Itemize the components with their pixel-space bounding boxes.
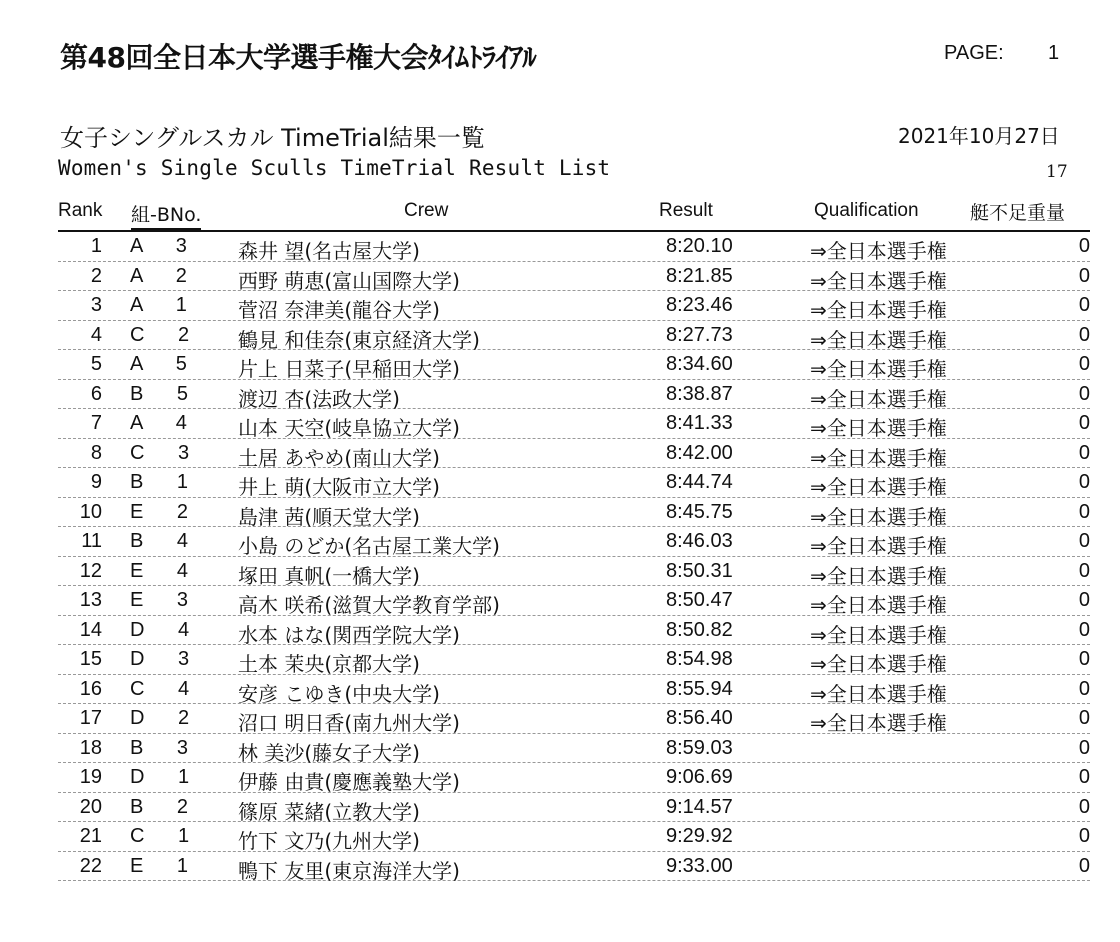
rank-cell: 6 — [90, 382, 102, 405]
column-header-crew: Crew — [404, 200, 449, 221]
weight-deficit-cell: 0 — [1078, 235, 1090, 257]
qualification-cell: ⇒全日本選手権 — [810, 563, 947, 588]
rank-cell: 21 — [79, 825, 102, 847]
table-row — [58, 704, 1090, 734]
qualification-cell: ⇒全日本選手権 — [810, 622, 947, 647]
group-cell: E 3 — [130, 589, 203, 611]
crew-cell: 渡辺 杏(法政大学) — [238, 386, 400, 411]
weight-deficit-cell: 0 — [1078, 471, 1090, 493]
rank-cell: 7 — [90, 412, 102, 434]
crew-cell: 塚田 真帆(一橋大学) — [238, 563, 420, 588]
result-cell: 8:21.85 — [666, 264, 733, 287]
table-row — [58, 321, 1090, 351]
crew-cell: 林 美沙(藤女子大学) — [238, 740, 420, 765]
qualification-cell: ⇒全日本選手権 — [810, 593, 947, 617]
table-row — [58, 409, 1090, 439]
table-row — [58, 586, 1090, 616]
crew-cell: 鴨下 友里(東京海洋大学) — [238, 858, 460, 883]
group-cell: A 1 — [130, 294, 201, 316]
crew-cell: 森井 望(名古屋大学) — [238, 239, 420, 263]
table-row — [58, 852, 1090, 882]
result-cell: 8:44.74 — [666, 471, 733, 493]
result-cell: 8:54.98 — [666, 648, 733, 670]
weight-deficit-cell: 0 — [1078, 382, 1090, 405]
result-cell: 8:55.94 — [666, 677, 733, 700]
weight-deficit-cell: 0 — [1078, 825, 1090, 847]
rank-cell: 22 — [79, 854, 102, 877]
crew-cell: 安彦 こゆき(中央大学) — [238, 681, 440, 706]
crew-cell: 鶴見 和佳奈(東京経済大学) — [238, 327, 480, 352]
result-cell: 9:14.57 — [666, 795, 733, 818]
weight-deficit-cell: 0 — [1078, 795, 1090, 818]
result-cell: 8:23.46 — [666, 294, 733, 316]
result-cell: 8:45.75 — [666, 500, 733, 523]
rank-cell: 10 — [79, 500, 102, 523]
crew-cell: 山本 天空(岐阜協立大学) — [238, 416, 460, 440]
group-cell: E 1 — [130, 854, 203, 877]
rank-cell: 12 — [79, 559, 102, 582]
group-cell: D 1 — [130, 766, 204, 788]
qualification-cell: ⇒全日本選手権 — [810, 416, 947, 440]
result-cell: 8:42.00 — [666, 441, 733, 464]
table-row — [58, 616, 1090, 646]
weight-deficit-cell: 0 — [1078, 854, 1090, 877]
table-row — [58, 262, 1090, 292]
weight-deficit-cell: 0 — [1078, 294, 1090, 316]
table-row — [58, 675, 1090, 705]
table-row — [58, 468, 1090, 498]
weight-deficit-cell: 0 — [1078, 766, 1090, 788]
page-label: PAGE: — [944, 42, 1004, 64]
table-row — [58, 380, 1090, 410]
sheet-number: 17 — [1046, 162, 1068, 182]
crew-cell: 小島 のどか(名古屋工業大学) — [238, 534, 500, 558]
weight-deficit-cell: 0 — [1078, 559, 1090, 582]
qualification-cell: ⇒全日本選手権 — [810, 475, 947, 499]
group-cell: A 2 — [130, 264, 201, 287]
qualification-cell: ⇒全日本選手権 — [810, 268, 947, 293]
group-cell: B 1 — [130, 471, 203, 493]
group-cell: C 2 — [130, 323, 204, 346]
table-row — [58, 763, 1090, 793]
crew-cell: 井上 萌(大阪市立大学) — [238, 475, 440, 499]
column-header-rank: Rank — [58, 200, 103, 221]
results-table — [58, 232, 1090, 881]
group-cell: A 4 — [130, 412, 201, 434]
table-row — [58, 350, 1090, 380]
table-row — [58, 822, 1090, 852]
crew-cell: 島津 茜(順天堂大学) — [238, 504, 420, 529]
result-cell: 8:50.82 — [666, 618, 733, 641]
crew-cell: 土居 あやめ(南山大学) — [238, 445, 440, 470]
rank-cell: 8 — [90, 441, 102, 464]
rank-cell: 16 — [79, 677, 102, 700]
rank-cell: 14 — [79, 618, 102, 641]
table-row — [58, 291, 1090, 321]
crew-cell: 伊藤 由貴(慶應義塾大学) — [238, 770, 460, 794]
column-header-result: Result — [659, 200, 713, 221]
table-row — [58, 232, 1090, 262]
weight-deficit-cell: 0 — [1078, 500, 1090, 523]
group-cell: D 4 — [130, 618, 204, 641]
result-cell: 8:50.31 — [666, 559, 733, 582]
weight-deficit-cell: 0 — [1078, 677, 1090, 700]
rank-cell: 5 — [90, 353, 102, 375]
group-cell: C 1 — [130, 825, 204, 847]
rank-cell: 9 — [90, 471, 102, 493]
qualification-cell: ⇒全日本選手権 — [810, 327, 947, 352]
group-cell: D 3 — [130, 648, 204, 670]
group-cell: E 4 — [130, 559, 203, 582]
document-title: 第48回全日本大学選手権大会ﾀｲﾑﾄﾗｲｱﾙ — [60, 41, 536, 74]
crew-cell: 片上 日菜子(早稲田大学) — [238, 357, 460, 381]
table-row — [58, 498, 1090, 528]
result-cell: 9:06.69 — [666, 766, 733, 788]
qualification-cell: ⇒全日本選手権 — [810, 681, 947, 706]
qualification-cell: ⇒全日本選手権 — [810, 298, 947, 322]
event-title-english: Women's Single Sculls TimeTrial Result List — [58, 156, 611, 180]
group-cell: D 2 — [130, 707, 204, 729]
result-cell: 8:27.73 — [666, 323, 733, 346]
group-cell: B 4 — [130, 530, 203, 552]
crew-cell: 菅沼 奈津美(龍谷大学) — [238, 298, 440, 322]
group-cell: B 3 — [130, 736, 203, 759]
result-cell: 8:56.40 — [666, 707, 733, 729]
qualification-cell: ⇒全日本選手権 — [810, 386, 947, 411]
group-cell: A 5 — [130, 353, 201, 375]
result-cell: 9:29.92 — [666, 825, 733, 847]
result-cell: 8:50.47 — [666, 589, 733, 611]
result-cell: 8:20.10 — [666, 235, 733, 257]
table-row — [58, 557, 1090, 587]
table-row — [58, 439, 1090, 469]
rank-cell: 4 — [90, 323, 102, 346]
qualification-cell: ⇒全日本選手権 — [810, 445, 947, 470]
result-cell: 8:34.60 — [666, 353, 733, 375]
weight-deficit-cell: 0 — [1078, 707, 1090, 729]
column-header-group: 組-BNo. — [131, 200, 201, 230]
weight-deficit-cell: 0 — [1078, 589, 1090, 611]
rank-cell: 1 — [90, 235, 102, 257]
qualification-cell: ⇒全日本選手権 — [810, 357, 947, 381]
crew-cell: 沼口 明日香(南九州大学) — [238, 711, 460, 735]
weight-deficit-cell: 0 — [1078, 353, 1090, 375]
weight-deficit-cell: 0 — [1078, 618, 1090, 641]
result-cell: 8:41.33 — [666, 412, 733, 434]
crew-cell: 土本 茉央(京都大学) — [238, 652, 420, 676]
qualification-cell: ⇒全日本選手権 — [810, 239, 947, 263]
weight-deficit-cell: 0 — [1078, 736, 1090, 759]
crew-cell: 西野 萌恵(富山国際大学) — [238, 268, 460, 293]
table-row — [58, 645, 1090, 675]
rank-cell: 15 — [79, 648, 102, 670]
rank-cell: 18 — [79, 736, 102, 759]
weight-deficit-cell: 0 — [1078, 441, 1090, 464]
table-row — [58, 734, 1090, 764]
group-cell: C 3 — [130, 441, 204, 464]
column-header-qualification: Qualification — [814, 200, 919, 221]
crew-cell: 水本 はな(関西学院大学) — [238, 622, 460, 647]
weight-deficit-cell: 0 — [1078, 530, 1090, 552]
rank-cell: 11 — [81, 530, 102, 552]
column-header-weight-deficit: 艇不足重量 — [970, 202, 1066, 224]
crew-cell: 篠原 菜緒(立教大学) — [238, 799, 420, 824]
rank-cell: 2 — [90, 264, 102, 287]
qualification-cell: ⇒全日本選手権 — [810, 652, 947, 676]
qualification-cell: ⇒全日本選手権 — [810, 711, 947, 735]
result-cell: 9:33.00 — [666, 854, 733, 877]
crew-cell: 高木 咲希(滋賀大学教育学部) — [238, 593, 500, 617]
weight-deficit-cell: 0 — [1078, 264, 1090, 287]
group-cell: B 2 — [130, 795, 203, 818]
weight-deficit-cell: 0 — [1078, 648, 1090, 670]
rank-cell: 17 — [79, 707, 102, 729]
table-row — [58, 527, 1090, 557]
result-cell: 8:59.03 — [666, 736, 733, 759]
weight-deficit-cell: 0 — [1078, 412, 1090, 434]
weight-deficit-cell: 0 — [1078, 323, 1090, 346]
page-number: 1 — [1048, 42, 1060, 64]
result-cell: 8:38.87 — [666, 382, 733, 405]
qualification-cell: ⇒全日本選手権 — [810, 504, 947, 529]
report-date: 2021年10月27日 — [898, 124, 1060, 148]
group-cell: A 3 — [130, 235, 201, 257]
crew-cell: 竹下 文乃(九州大学) — [238, 829, 420, 853]
rank-cell: 19 — [79, 766, 102, 788]
group-cell: E 2 — [130, 500, 203, 523]
result-cell: 8:46.03 — [666, 530, 733, 552]
group-cell: C 4 — [130, 677, 204, 700]
event-title-japanese: 女子シングルスカル TimeTrial結果一覧 — [60, 124, 485, 152]
rank-cell: 13 — [79, 589, 102, 611]
table-row — [58, 793, 1090, 823]
rank-cell: 3 — [90, 294, 102, 316]
qualification-cell: ⇒全日本選手権 — [810, 534, 947, 558]
rank-cell: 20 — [79, 795, 102, 818]
group-cell: B 5 — [130, 382, 203, 405]
